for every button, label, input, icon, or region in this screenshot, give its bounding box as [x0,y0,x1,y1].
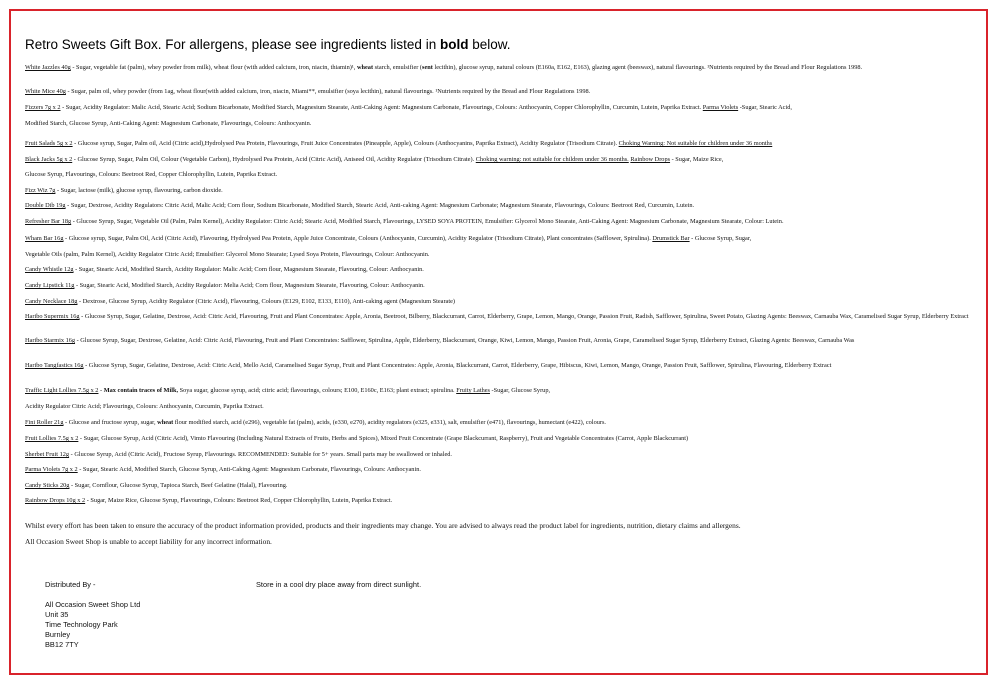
product-name: Rainbow Drops [630,156,671,163]
ingredient-entry [25,202,975,210]
ingredient-text: lecithin), glucose syrup, natural colours (E160a, E162, E163), glazing agent (beeswax), natural flavourings. ¹Nutrients required by the Bread and Flour Regulations 1998. [432,64,863,71]
ingredient-text: Modified Starch, Glucose Syrup, Anti-Caking Agent: Magnesium Carbonate, Flavourings, Colours: Anthocyanin. [25,120,312,127]
product-name: Fizz Wiz 7g [25,187,56,194]
disclaimer-accuracy: Whilst every effort has been taken to ensure the accuracy of the product information provided, products and their ingredients may change. You are advised to always read the product label for ingredients, nutrition, dietary claims and allergens. [25,521,741,530]
ingredient-text: - Glucose Syrup, Sugar, Dextrose, Gelatine, Acid: Citric Acid, Flavouring, Fruit and Plant Concentrates: Safflower, Spirulina, Apple, Elderberry, Blackcurrant, Orange, Kiwi, Lemon, Mango, Passion Fruit, Aronia, Grape, Caramelised Sugar Syrup, Elderberry Extract, Glazing Agents: Beeswax, Carnauba Was [75,337,855,344]
ingredient-text: - Sugar, vegetable fat (palm), whey powder from milk), wheat flour (with added calcium, iron, niacin, thiamin) [70,64,352,71]
product-name: Parma Violets [702,104,739,111]
ingredient-entry [25,88,975,96]
allergen-bold: wheat [356,64,374,71]
ingredient-text: - Sugar, Dextrose, Acidity Regulators: Citric Acid, Malic Acid; Corn flour, Sodium Bicarbonate, Modified Starch, Stearic Acid, Anti-caking Agent: Magnesium Carbonate; Magnesium Stearate, Flavourings, Colours: Beetroot Red, Curcumin, Lutein. [65,202,695,209]
ingredient-text: Vegetable Oils (palm, Palm Kernel), Acidity Regulator Citric Acid; Emulsifier: Glycerol Mono Stearate; Lysed Soya Protein, Flavourings, Colour: Anthocyanin. [25,251,430,258]
ingredient-text: - Sugar, Stearic Acid, Modified Starch, Acidity Regulator: Melia Acid; Corn flour, Magnesium Stearate, Flavouring, Colour: Anthocyanin. [74,282,425,289]
product-name: White Jazzles 40g [25,64,71,71]
ingredient-text: - Sugar, Stearic Acid, Modified Starch, Glucose Syrup, Anti-Caking Agent: Magnesium Carbonate, Flavourings, Colours: Anthocyanin. [77,466,421,473]
ingredient-text: - Sugar, Glucose Syrup, Acid (Citric Acid), Vimto Flavouring (Including Natural Extracts of Fruits, Herbs and Spices), Mixed Fruit Concentrate (Grape Blackcurrant, Raspberry), Fruit and Vegetable Concentrates (Carrot, Apple Blackcurrant) [78,435,689,442]
product-name: Choking Warning: Not suitable for children under 36 months [618,140,773,147]
ingredient-entry [25,387,975,395]
distributor-line: All Occasion Sweet Shop Ltd [45,600,141,609]
ingredient-text: - Sugar, Acidity Regulator: Malic Acid, Stearic Acid; Sodium Bicarbonate, Modified Starch, Magnesium Stearate, Anti-Caking Agent: Magnesium Carbonate, Flavourings, Colours: Anthocyanin, Copper Chlorophyllin, Curcumin, Lutein, Paprika Extract. [60,104,703,111]
ingredient-text: - Glucose Syrup, Sugar, Vegetable Oil (Palm, Palm Kernel), Acidity Regulator: Citric Acid; Stearic Acid, Modified Starch, Flavourings, LYSED SOYA PROTEIN, Emulsifier: Glycerol Mono Stearate, Anti-Caking Agent: Magnesium Carbonate, Magnesium Stearate, Colour: Lutein. [71,218,784,225]
product-name: Wham Bar 16g [25,235,64,242]
ingredient-entry [25,120,975,128]
product-name: Fini Roller 21g [25,419,64,426]
product-name: Choking warning: not suitable for children under 36 months. [475,156,629,163]
ingredient-entry [25,403,975,411]
disclaimer-liability: All Occasion Sweet Shop is unable to accept liability for any incorrect information. [25,537,272,546]
ingredient-entry [25,466,975,474]
product-name: Refresher Bar 18g [25,218,72,225]
ingredient-entry [25,266,975,274]
product-name: Candy Sticks 20g [25,482,70,489]
product-name: Haribo Starmix 16g [25,337,76,344]
distributor-line: BB12 7TY [45,640,79,649]
ingredient-entry [25,64,975,72]
ingredient-text: - Sugar, lactose (milk), glucose syrup, flavouring, carbon dioxide. [55,187,223,194]
product-name: Sherbet Fruit 12g [25,451,70,458]
ingredient-text: - Glucose syrup, Sugar, Palm Oil, Acid (Citric Acid), Flavouring, Hydrolysed Pea Protein, Apple Juice Concentrate, Colours (Anthocyanin, Curcumin), Acidity Regulator (Trisodium Citrate), Plant concentrates (Safflower, Spirulina). [63,235,653,242]
ingredient-entry [25,156,975,164]
ingredient-entry [25,362,975,370]
ingredient-text: -Sugar, Stearic Acid, [738,104,792,111]
ingredient-entry [25,482,975,490]
distributor-line: Burnley [45,630,71,639]
distributor-line: Time Technology Park [45,620,118,629]
ingredient-text: starch, emulsifier ( [373,64,423,71]
product-name: Candy Lipstick 11g [25,282,75,289]
product-name: Parma Violets 7g x 2 [25,466,78,473]
ingredient-text: - Dextrose, Glucose Syrup, Acidity Regulator (Citric Acid), Flavouring, Colours (E129, E102, E133, E110), Anti-caking agent (Magnesium Stearate) [77,298,455,305]
ingredient-text: - Glucose Syrup, Sugar, [689,235,752,242]
product-name: Candy Necklace 18g [25,298,78,305]
ingredient-text: - Sugar, Stearic Acid, Modified Starch, Acidity Regulator: Malic Acid; Corn flour, Magnesium Stearate, Flavouring, Colour: Anthocyanin. [73,266,424,273]
product-name: Fruit Salads 5g x 2 [25,140,73,147]
ingredient-text: - Glucose Syrup, Sugar, Palm Oil, Colour (Vegetable Carbon), Hydrolysed Pea Protein, Acid (Citric Acid), Aniseed Oil, Acidity Regulator (Trisodium Citrate). [72,156,476,163]
ingredient-entry [25,218,975,226]
distributor-block [45,580,140,650]
ingredient-entry [25,298,975,306]
ingredient-entry [25,435,975,443]
product-name: Double Dib 19g [25,202,66,209]
ingredient-entry [25,313,975,321]
ingredient-text: -Sugar, Glucose Syrup, [489,387,551,394]
product-name: Fruity Lathes [456,387,490,394]
ingredient-entry [25,187,975,195]
ingredient-text: Soya sugar, glucose syrup, acid; citric acid; flavourings, colours; E100, E160c, E163; plant extract; spirulina. [178,387,457,394]
product-name: Fizzers 7g x 2 [25,104,61,111]
ingredient-text: - Glucose Syrup, Sugar, Gelatine, Dextrose, Acid: Citric Acid, Mello Acid, Caramelised Sugar Syrup, Fruit and Plant Concentrates: Apple, Aronia, Blackcurrant, Carrot, Elderberry, Grape, Hibiscus, Kiwi, Lemon, Mango, Orange, Passion Fruit, Safflower, Spirulina, Flavouring, Elderberry Extract [83,362,832,369]
title-suffix: below. [468,37,511,52]
product-name: Fruit Lollies 7.5g x 2 [25,435,79,442]
product-name: Drumstick Bar [652,235,690,242]
product-name: Haribo Tangfastics 16g [25,362,84,369]
ingredient-text: Acidity Regulator Citric Acid; Flavourings, Colours: Anthocyanin, Curcumin, Paprika Extract. [25,403,264,410]
ingredient-entry [25,282,975,290]
ingredient-text: Glucose Syrup, Flavourings, Colours: Beetroot Red, Copper Chlorophyllin, Lutein, Paprika Extract. [25,171,278,178]
ingredient-text: , [353,64,357,71]
ingredient-text: - Sugar, Maize Rice, [670,156,724,163]
ingredient-text: flour modified starch, acid (e296), vegetable fat (palm), acids, (e330, e270), acidity regulators (e325, e331), salt, emulsifier (e471), flavourings, humectant (e422), colours. [173,419,606,426]
ingredient-entry [25,104,975,112]
ingredient-text: - Glucose and fructose syrup, sugar, [63,419,158,426]
ingredient-entry [25,171,975,179]
ingredient-entry [25,497,975,505]
ingredient-text: - Sugar, Maize Rice, Glucose Syrup, Flavourings, Colours: Beetroot Red, Copper Chlorophyllin, Lutein, Paprika Extract. [85,497,393,504]
title-bold-word: bold [439,37,469,52]
ingredient-entry [25,419,975,427]
allergen-bold: wheat [157,419,174,426]
ingredient-entry [25,140,975,148]
ingredient-text: - Sugar, Cornflour, Glucose Syrup, Tapioca Starch, Beef Gelatine (Halal), Flavouring. [69,482,288,489]
storage-instructions: Store in a cool dry place away from direct sunlight. [256,580,422,589]
ingredient-text: ¹ [351,64,354,71]
distributor-line: Unit 35 [45,610,69,619]
ingredient-text: - Sugar, palm oil, whey powder (from 1ag, wheat flour(with added calcium, iron, niacin, Miami**, emulsifier (soya lecithin), natural flavourings. ¹Nutrients required by the Bread and Flour Regulations 1998. [65,88,591,95]
page-title [25,37,511,52]
ingredient-text: - Glucose syrup, Sugar, Palm oil, Acid (Citric acid),Hydrolysed Pea Protein, Flavourings, Fruit Juice Concentrates (Pineapple, Apple), Colours (Anthocyanins, Paprika Extract), Acidity Regulator (Trisodium Citrate). [72,140,619,147]
ingredient-text: - Glucose Syrup, Sugar, Gelatine, Dextrose, Acid: Citric Acid, Flavouring, Fruit and Plant Concentrates: Apple, Aronia, Beetroot, Bilberry, Blackcurrant, Carrot, Elderberry, Grape, Lemon, Mango, Orange, Passion Fruit, Radish, Safflower, Spirulina, Sweet Potato, Glazing Agents: Beeswax, Carnauba Wax, Caramelised Sugar Syrup, Elderberry Extract [79,313,969,320]
ingredient-text: - [98,387,104,394]
product-name: White Mice 40g [25,88,66,95]
allergen-bold: Max contain traces of Milk, [103,387,179,394]
product-name: Traffic Light Lollies 7.5g x 2 [25,387,99,394]
ingredient-entry [25,337,975,345]
ingredient-entry [25,251,975,259]
allergen-bold: sent [422,64,433,71]
ingredient-entry [25,235,975,243]
product-name: Candy Whistle 12g [25,266,74,273]
ingredient-text: - Glucose Syrup, Acid (Citric Acid), Fructose Syrup, Flavourings. RECOMMENDED: Suitable for 5+ years. Small parts may be swallowed or inhaled. [69,451,452,458]
product-name: Black Jacks 5g x 2 [25,156,73,163]
distributor-label: Distributed By - [45,580,96,589]
product-name: Haribo Supermix 16g [25,313,80,320]
title-text: Retro Sweets Gift Box. For allergens, please see ingredients listed in [25,37,440,52]
product-name: Rainbow Drops 10g x 2 [25,497,86,504]
ingredient-entry [25,451,975,459]
